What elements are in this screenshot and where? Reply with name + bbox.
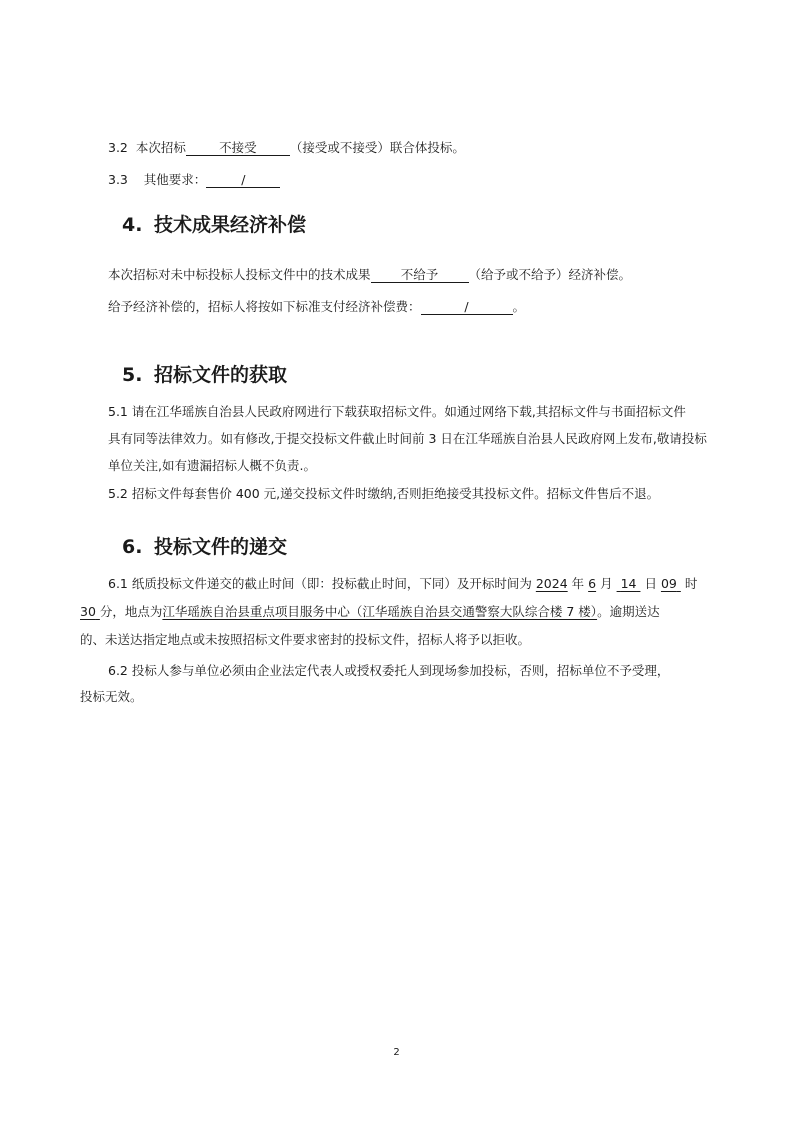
compensation-value: 不给予 <box>371 267 469 283</box>
section-title: 投标文件的递交 <box>154 536 288 558</box>
section-number: 5. <box>122 364 143 386</box>
other-requirements-value: / <box>206 172 280 188</box>
clause-5-1-line-3: 单位关注,如有遗漏招标人概不负责.。 <box>108 458 316 473</box>
clause-6-2-line-2: 投标无效。 <box>80 689 143 704</box>
section-4-paragraph-2 <box>108 298 525 316</box>
section-title: 招标文件的获取 <box>154 364 288 386</box>
unit-text: 月 <box>600 576 613 591</box>
section-4-paragraph-1 <box>108 266 631 284</box>
clause-6-1-line-3: 的、未送达指定地点或未按照招标文件要求密封的投标文件，招标人将予以拒收。 <box>80 632 531 647</box>
unit-text: 年 <box>571 576 585 591</box>
deadline-minute: 30 <box>80 604 96 619</box>
deadline-month: 6 <box>588 576 597 591</box>
unit-text: 时 <box>684 576 698 591</box>
deadline-year: 2024 <box>535 576 568 591</box>
clause-text: 其他要求： <box>143 172 207 187</box>
section-title: 技术成果经济补偿 <box>154 214 307 236</box>
clause-6-1-line-1 <box>108 575 697 593</box>
deadline-day: 14 <box>620 576 637 591</box>
paragraph-text: 本次招标对未中标投标人投标文件中的技术成果 <box>108 267 371 282</box>
clause-3-3 <box>108 171 280 189</box>
unit-text: 日 <box>644 576 657 591</box>
clause-number: 3.3 <box>108 172 128 187</box>
clause-6-2-line-1: 6.2 投标人参与单位必须由企业法定代表人或授权委托人到现场参加投标，否则，招标单位不予受理， <box>108 663 670 678</box>
compensation-fee-value: / <box>421 299 513 315</box>
paragraph-text: 。逾期送达 <box>597 604 660 619</box>
clause-text: 本次招标 <box>135 140 186 155</box>
paragraph-text: （给予或不给予）经济补偿。 <box>468 267 632 282</box>
clause-3-2 <box>108 139 465 157</box>
clause-5-1-line-1: 5.1 请在江华瑶族自治县人民政府网进行下载获取招标文件。如通过网络下载,其招标文件与书面招标文件 <box>108 404 686 419</box>
section-6-heading <box>122 535 287 559</box>
clause-6-1-line-2 <box>80 603 660 621</box>
clause-text: （接受或不接受）联合体投标。 <box>289 140 465 155</box>
clause-5-1-line-2: 具有同等法律效力。如有修改,于提交投标文件截止时间前 3 日在江华瑶族自治县人民政府网上发布,敬请投标 <box>108 431 707 446</box>
deadline-hour: 09 <box>660 576 677 591</box>
paragraph-text: 。 <box>512 299 526 314</box>
paragraph-text: 分，地点为 <box>99 604 163 619</box>
page-number: 2 <box>393 1047 400 1058</box>
bid-location: 江华瑶族自治县重点项目服务中心（江华瑶族自治县交通警察大队综合楼 7 楼） <box>162 604 598 619</box>
section-number: 4. <box>122 214 143 236</box>
section-4-heading <box>122 213 306 237</box>
clause-number: 3.2 <box>108 140 128 155</box>
consortium-value: 不接受 <box>186 140 290 156</box>
section-5-heading <box>122 363 287 387</box>
section-number: 6. <box>122 536 143 558</box>
paragraph-text: 给予经济补偿的，招标人将按如下标准支付经济补偿费： <box>108 299 421 314</box>
clause-5-2: 5.2 招标文件每套售价 400 元,递交投标文件时缴纳,否则拒绝接受其投标文件。招标文件售后不退。 <box>108 486 660 501</box>
paragraph-text: 6.1 纸质投标文件递交的截止时间（即：投标截止时间，下同）及开标时间为 <box>108 576 532 591</box>
